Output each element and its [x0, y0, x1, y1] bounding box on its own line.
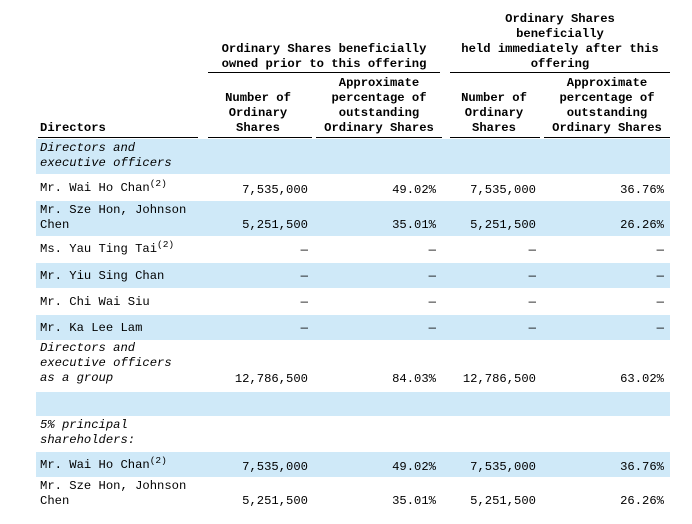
- row-name: Mr. Yiu Sing Chan: [40, 269, 165, 283]
- group-shares-after: 12,786,500: [462, 372, 536, 386]
- row-shares-after: 7,535,000: [470, 460, 536, 474]
- group-header-prior: Ordinary Shares beneficially owned prior to this offering: [221, 42, 427, 71]
- row-percent-prior: 35.01%: [392, 494, 436, 508]
- row-percent-after: —: [656, 269, 664, 283]
- row-shares-prior: —: [300, 295, 308, 309]
- row-name: Ms. Yau Ting Tai$^{(2)}$: [40, 239, 175, 256]
- row-name: Mr. Sze Hon, Johnson Chen: [40, 479, 187, 508]
- row-name: Mr. Ka Lee Lam: [40, 321, 143, 335]
- row-percent-after: 26.26%: [620, 494, 664, 508]
- row-shares-prior: —: [300, 269, 308, 283]
- row-shares-prior: —: [300, 321, 308, 335]
- row-percent-prior: —: [428, 295, 436, 309]
- row-name: Mr. Chi Wai Siu: [40, 295, 150, 309]
- row-percent-prior: —: [428, 269, 436, 283]
- row-percent-after: —: [656, 321, 664, 335]
- row-shares-after: 7,535,000: [470, 183, 536, 197]
- col-header-directors: Directors: [40, 121, 106, 135]
- col-header-number-after: Number of Ordinary Shares: [461, 91, 527, 135]
- group-percent-after: 63.02%: [620, 372, 664, 386]
- row-percent-after: 26.26%: [620, 218, 664, 232]
- row-percent-prior: 35.01%: [392, 218, 436, 232]
- group-total-label: Directors and executive officers as a group: [40, 341, 172, 385]
- band-spacer: [36, 392, 670, 416]
- row-percent-prior: 49.02%: [392, 460, 436, 474]
- row-shares-prior: 7,535,000: [242, 460, 308, 474]
- row-percent-after: 36.76%: [620, 460, 664, 474]
- row-percent-prior: —: [428, 243, 436, 257]
- row-percent-prior: —: [428, 321, 436, 335]
- row-shares-prior: —: [300, 243, 308, 257]
- group-shares-prior: 12,786,500: [234, 372, 308, 386]
- group-rule-after: [450, 72, 670, 73]
- section-heading-directors: Directors and executive officers: [40, 141, 172, 170]
- col-header-percent-prior: Approximate percentage of outstanding Ordinary Shares: [324, 76, 434, 135]
- col-header-percent-after: Approximate percentage of outstanding Ordinary Shares: [552, 76, 662, 135]
- row-name: Mr. Wai Ho Chan$^{(2)}$: [40, 178, 167, 195]
- row-percent-after: —: [656, 243, 664, 257]
- row-shares-after: —: [528, 295, 536, 309]
- section-heading-principal: 5% principal shareholders:: [40, 418, 136, 447]
- row-percent-after: 36.76%: [620, 183, 664, 197]
- row-shares-prior: 5,251,500: [242, 218, 308, 232]
- rule-percent-prior: [316, 137, 442, 138]
- group-header-after: Ordinary Shares beneficially held immediately after this offering: [461, 12, 659, 71]
- row-percent-prior: 49.02%: [392, 183, 436, 197]
- row-shares-prior: 7,535,000: [242, 183, 308, 197]
- group-percent-prior: 84.03%: [392, 372, 436, 386]
- row-percent-after: —: [656, 295, 664, 309]
- row-shares-after: 5,251,500: [470, 494, 536, 508]
- col-header-number-prior: Number of Ordinary Shares: [225, 91, 291, 135]
- rule-directors: [38, 137, 198, 138]
- rule-number-prior: [208, 137, 312, 138]
- rule-number-after: [450, 137, 540, 138]
- row-shares-after: 5,251,500: [470, 218, 536, 232]
- row-shares-prior: 5,251,500: [242, 494, 308, 508]
- row-name: Mr. Sze Hon, Johnson Chen: [40, 203, 187, 232]
- group-rule-prior: [208, 72, 440, 73]
- row-shares-after: —: [528, 243, 536, 257]
- row-shares-after: —: [528, 269, 536, 283]
- row-name: Mr. Wai Ho Chan$^{(2)}$: [40, 455, 167, 472]
- rule-percent-after: [544, 137, 670, 138]
- row-shares-after: —: [528, 321, 536, 335]
